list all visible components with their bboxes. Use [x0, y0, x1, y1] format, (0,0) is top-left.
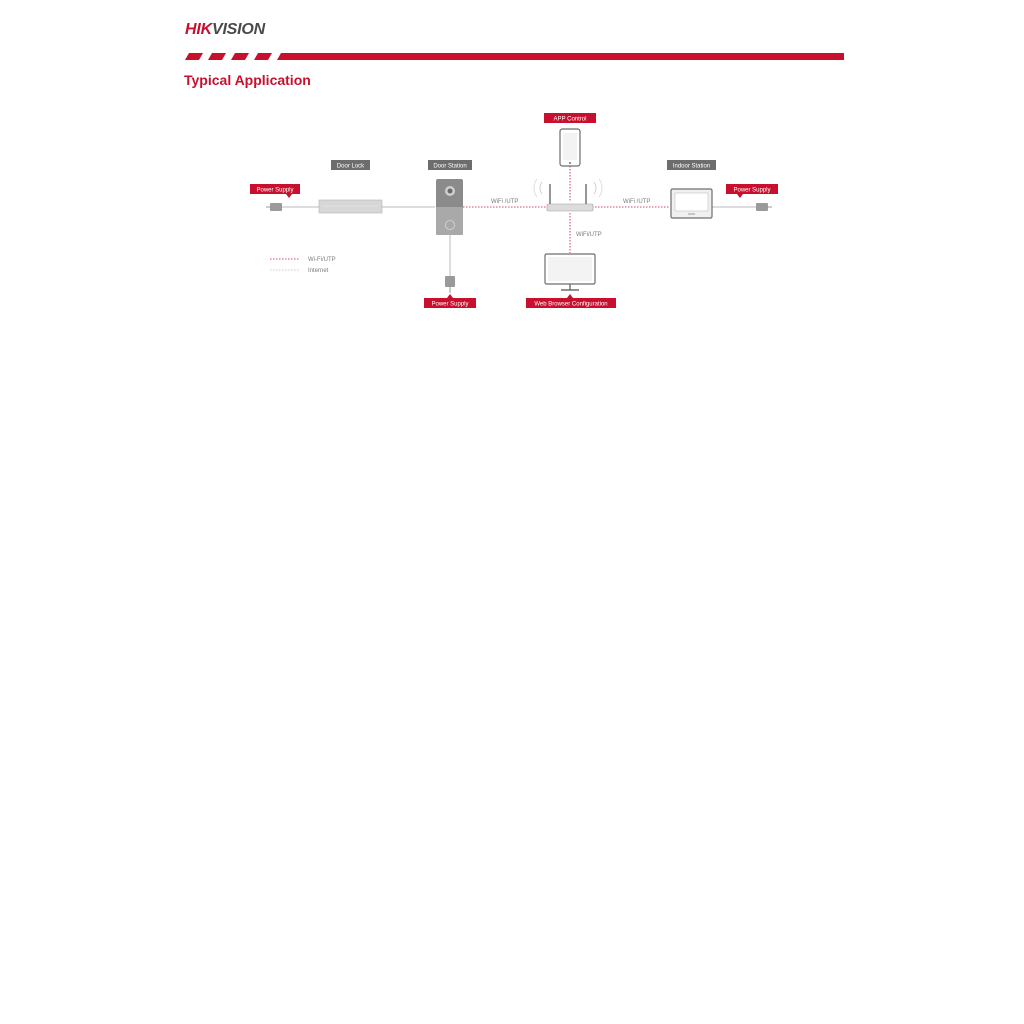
tag-power-supply-right: [726, 184, 778, 198]
section-title: Typical Application: [184, 72, 311, 88]
hikvision-logo: [185, 21, 265, 39]
stripe-segment: [277, 53, 844, 60]
tag-app-control-text: APP Control: [553, 116, 587, 123]
stripe-segment: [254, 53, 272, 60]
door-station-icon: [436, 179, 463, 235]
tag-power-supply-right-text: Power Supply: [733, 187, 771, 194]
door-lock-icon: [319, 200, 382, 213]
link-label-left: WiFi /UTP: [491, 199, 519, 205]
power-adapter-bottom-icon: [445, 276, 455, 293]
typical-application-diagram: [240, 108, 800, 314]
tag-indoor-station: [667, 160, 716, 170]
tag-web-browser: [526, 294, 616, 308]
tag-door-lock-text: Door Lock: [336, 163, 365, 170]
tag-power-supply-left: [250, 184, 300, 198]
tag-door-lock: [331, 160, 370, 170]
link-label-down: WiFi/UTP: [576, 232, 602, 238]
tag-power-supply-left-text: Power Supply: [256, 187, 294, 194]
stripe-segment: [231, 53, 249, 60]
legend-internet-label: Internet: [308, 268, 329, 274]
stripe-segment: [185, 53, 203, 60]
logo-hik-text: HIK: [185, 21, 212, 38]
indoor-station-icon: [671, 189, 712, 218]
tag-power-supply-bottom: [424, 294, 476, 308]
logo-vision-text: VISION: [211, 21, 266, 38]
tag-door-station-text: Door Station: [433, 163, 467, 170]
tag-web-browser-text: Web Browser Configuration: [534, 301, 608, 308]
stripe-segment: [208, 53, 226, 60]
power-plug-left-icon: [266, 203, 282, 211]
tag-power-supply-bottom-text: Power Supply: [431, 301, 469, 308]
tag-door-station: [428, 160, 472, 170]
tag-indoor-station-text: Indoor Station: [672, 163, 711, 170]
legend: [270, 257, 336, 274]
smartphone-icon: [560, 129, 580, 166]
tag-app-control: [544, 113, 596, 123]
legend-wifi-utp-label: Wi-Fi/UTP: [308, 257, 336, 263]
monitor-icon: [545, 254, 595, 290]
header-stripe-bar: [185, 53, 844, 61]
power-plug-right-icon: [756, 203, 772, 211]
link-label-right: WiFi /UTP: [623, 199, 651, 205]
router-icon: [534, 179, 602, 211]
